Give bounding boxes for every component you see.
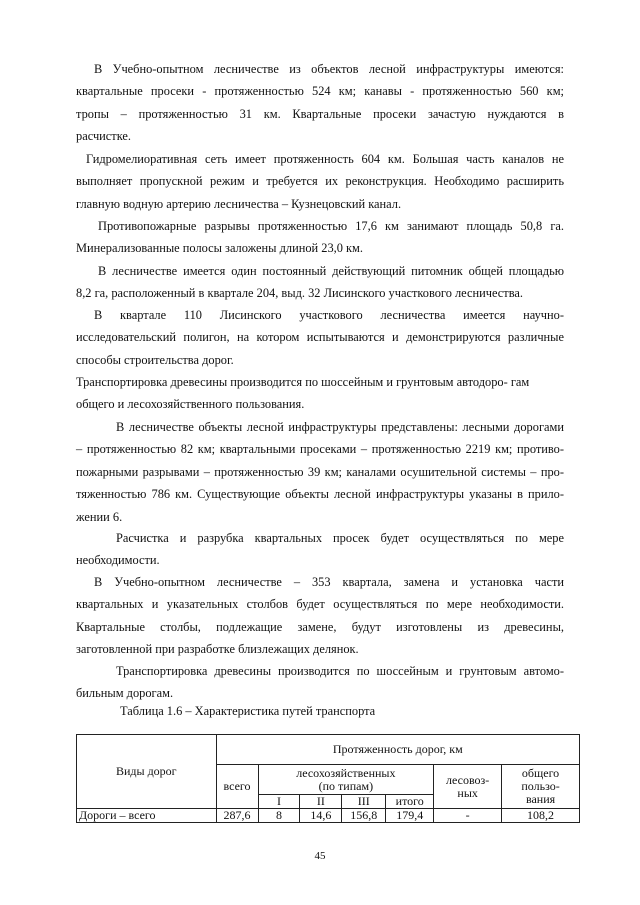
text-line: квартальных и указательных столбов будет осуществляться по мере необходимости. (76, 597, 564, 612)
paragraph-1 (76, 58, 564, 148)
text-line: квартальные просеки - протяженностью 524 км; канавы - протяженностью 560 км; (76, 84, 564, 99)
text-line: – протяженностью 82 км; квартальными просеками – протяженностью 2219 км; противо- (76, 442, 564, 457)
text-line: 8,2 га, расположенный в квартале 204, выд. 32 Лисинского участкового лесничества. (76, 286, 523, 301)
header-logging (434, 765, 502, 809)
paragraph-7 (76, 416, 564, 528)
text-line: выполняет пропускной режим и требуется их реконструкция. Необходимо расширить (76, 174, 564, 189)
header-general-line-1: общего (521, 766, 560, 780)
text-line: жении 6. (76, 509, 123, 524)
header-type-iii: III (342, 795, 386, 809)
cell-general-use: 108,2 (502, 809, 580, 823)
text-line: В Учебно-опытном лесничестве из объектов лесной инфраструктуры имеются: (94, 62, 564, 76)
text-line: бильным дорогам. (76, 686, 174, 701)
header-total: всего (216, 765, 258, 809)
paragraph-10 (76, 660, 564, 705)
text-line: Гидромелиоративная сеть имеет протяженность 604 км. Большая часть каналов не (86, 152, 564, 166)
paragraph-9 (76, 571, 564, 661)
paragraph-4 (76, 260, 564, 305)
text-line: Квартальные столбы, подлежащие замене, будут изготовлены из древесины, (76, 619, 564, 634)
header-subtotal: итого (386, 795, 434, 809)
text-line: способы строительства дорог. (76, 352, 234, 367)
header-general-line-2: пользо- (521, 779, 560, 793)
paragraph-6 (76, 371, 564, 416)
table-caption: Таблица 1.6 – Характеристика путей транспорта (120, 704, 376, 718)
text-line: Минерализованные полосы заложены длиной 23,0 км. (76, 241, 363, 256)
text-line: главную водную артерию лесничества – Кузнецовский канал. (76, 196, 402, 211)
text-line: Противопожарные разрывы протяженностью 17,6 км занимают площадь 50,8 га. (98, 219, 564, 233)
header-forestry (258, 765, 434, 795)
text-line: В Учебно-опытном лесничестве – 353 квартала, замена и установка части (94, 575, 564, 589)
text-line: общего и лесохозяйственного пользования. (76, 397, 305, 412)
text-line: В квартале 110 Лисинского участкового лесничества имеется научно- (94, 308, 564, 322)
cell-type-ii: 14,6 (300, 809, 342, 823)
text-line: Транспортировка древесины производится по шоссейным и грунтовым автодоро- гам (76, 375, 530, 389)
cell-subtotal: 179,4 (386, 809, 434, 823)
header-road-types: Виды дорог (77, 735, 217, 809)
cell-logging: - (434, 809, 502, 823)
text-line: необходимости. (76, 553, 160, 568)
paragraph-5 (76, 304, 564, 371)
text-line: тяженностью 786 км. Существующие объекты лесной инфраструктуры указаны в прило- (76, 487, 564, 502)
paragraph-2 (76, 148, 564, 215)
header-forestry-line-2: (по типам) (318, 778, 374, 793)
header-length: Протяженность дорог, км (216, 735, 579, 765)
header-logging-line-2: ных (457, 785, 478, 800)
header-type-i: I (258, 795, 300, 809)
text-line: В лесничестве объекты лесной инфраструктуры представлены: лесными дорогами (116, 420, 564, 434)
page-number: 45 (314, 850, 326, 862)
header-logging-line-1: лесовоз- (446, 772, 490, 787)
table-row (77, 809, 580, 823)
cell-type-i: 8 (258, 809, 300, 823)
text-line: Транспортировка древесины производится по шоссейным и грунтовым автомо- (116, 664, 564, 678)
header-general-use (502, 765, 580, 809)
text-line: исследовательский полигон, на котором испытываются и демонстрируются различные (76, 330, 564, 345)
text-line: пожарными разрывами – протяженностью 39 км; каналами осушительной системы – про- (76, 464, 564, 479)
text-line: Расчистка и разрубка квартальных просек будет осуществляться по мере (116, 531, 564, 545)
header-forestry-line-1: лесохозяйственных (296, 765, 396, 780)
header-general-line-3: вания (525, 792, 556, 806)
cell-type-iii: 156,8 (342, 809, 386, 823)
text-line: В лесничестве имеется один постоянный действующий питомник общей площадью (98, 264, 564, 278)
text-line: расчистке. (76, 129, 132, 144)
transport-routes-table (76, 734, 580, 823)
paragraph-8 (76, 527, 564, 572)
text-line: тропы – протяженностью 31 км. Квартальные просеки зачастую нуждаются в (76, 106, 564, 121)
cell-total: 287,6 (216, 809, 258, 823)
paragraph-3 (76, 215, 564, 260)
text-line: заготовленной при разработке близлежащих делянок. (76, 642, 359, 657)
header-type-ii: II (300, 795, 342, 809)
cell-road-name: Дороги – всего (77, 809, 217, 823)
